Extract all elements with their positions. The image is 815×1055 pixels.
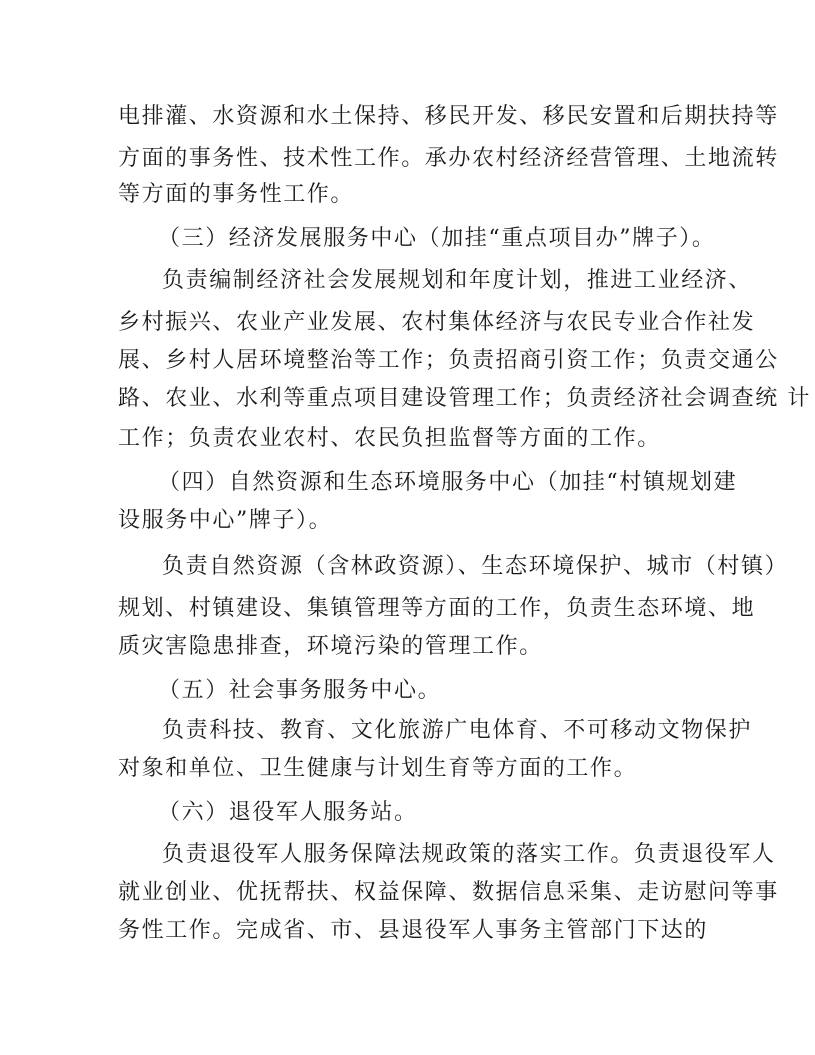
section-heading: （四）自然资源和生态环境服务中心（加挂“村镇规划建 xyxy=(158,470,738,495)
text-line: 路、农业、水利等重点项目建设管理工作；负责经济社会调查统 计 xyxy=(118,386,811,411)
text-line: 方面的事务性、技术性工作。承办农村经济经营管理、土地流转 xyxy=(118,146,779,171)
text-line: 对象和单位、卫生健康与计划生育等方面的工作。 xyxy=(118,756,638,781)
text-line: 乡村振兴、农业产业发展、农村集体经济与农民专业合作社发 xyxy=(118,310,756,335)
text-line: 务性工作。完成省、市、县退役军人事务主管部门下达的 xyxy=(118,918,709,943)
section-heading: 设服务中心”牌子）。 xyxy=(118,508,333,533)
section-heading: （六）退役军人服务站。 xyxy=(158,800,418,825)
text-line: 展、乡村人居环境整治等工作；负责招商引资工作；负责交通公 xyxy=(118,348,779,373)
text-line: 规划、村镇建设、集镇管理等方面的工作，负责生态环境、地 xyxy=(118,596,756,621)
text-line: 工作；负责农业农村、农民负担监督等方面的工作。 xyxy=(118,426,661,451)
text-line: 负责自然资源（含林政资源）、生态环境保护、城市（村镇） xyxy=(162,554,789,579)
text-line: 质灾害隐患排查，环境污染的管理工作。 xyxy=(118,634,543,659)
section-heading: （三）经济发展服务中心（加挂“重点项目办”牌子）。 xyxy=(158,226,716,251)
section-heading: （五）社会事务服务中心。 xyxy=(158,678,442,703)
text-line: 等方面的事务性工作。 xyxy=(118,182,355,207)
text-line: 负责退役军人服务保障法规政策的落实工作。负责退役军人 xyxy=(162,842,776,867)
text-line: 电排灌、水资源和水土保持、移民开发、移民安置和后期扶持等 xyxy=(118,104,779,129)
text-line: 就业创业、优抚帮扶、权益保障、数据信息采集、走访慰问等事 xyxy=(118,880,779,905)
text-line: 负责编制经济社会发展规划和年度计划，推进工业经济、 xyxy=(162,268,753,293)
text-line: 负责科技、教育、文化旅游广电体育、不可移动文物保护 xyxy=(162,718,753,743)
